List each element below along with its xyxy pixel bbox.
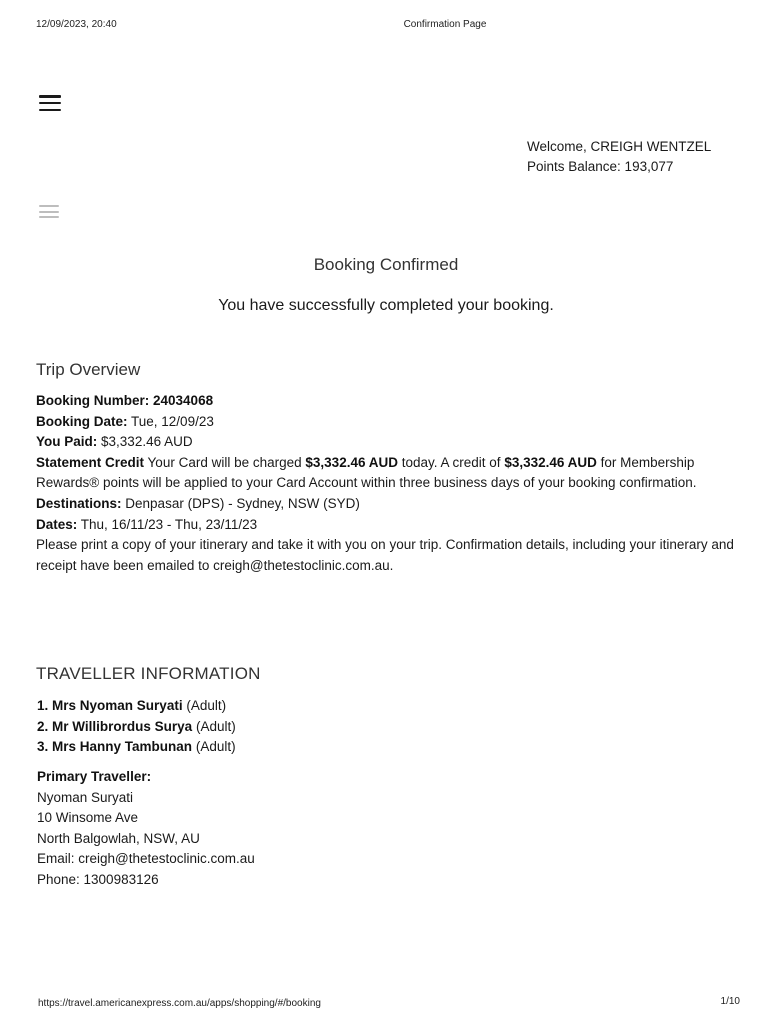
traveller-name: Mrs Hanny Tambunan	[52, 739, 193, 755]
booking-number-row	[36, 391, 736, 412]
statement-credit-text-2: today. A credit of	[401, 454, 501, 470]
you-paid-row	[36, 432, 736, 453]
traveller-number: 2.	[37, 718, 49, 734]
address-line-2: North Balgowlah, NSW, AU	[37, 830, 200, 846]
traveller-name: Mrs Nyoman Suryati	[52, 698, 183, 713]
booking-date-row	[36, 412, 736, 433]
traveller-name: Mr Willibrordus Surya	[52, 718, 193, 734]
statement-credit-amount-1: $3,332.46 AUD	[305, 454, 398, 470]
traveller-information-title: TRAVELLER INFORMATION	[36, 664, 261, 683]
address-line-1: 10 Winsome Ave	[37, 810, 139, 826]
welcome-panel	[527, 137, 711, 177]
dates-row	[36, 515, 736, 536]
primary-traveller-name: Nyoman Suryati	[37, 789, 134, 805]
list-item	[37, 717, 637, 738]
dates-label: Dates:	[36, 516, 78, 532]
print-itinerary-note: Please print a copy of your itinerary and take it with you on your trip. Confirmation details, including your itinerary and receipt have been emailed to creigh@thetestoclinic.com.au.	[36, 537, 734, 573]
traveller-type: (Adult)	[195, 718, 236, 734]
trip-overview-details	[36, 391, 736, 576]
destinations-value: Denpasar (DPS) - Sydney, NSW (SYD)	[125, 495, 360, 511]
primary-traveller-details	[37, 767, 637, 891]
booking-confirmed-heading: Booking Confirmed	[313, 255, 459, 274]
booking-success-message: You have successfully completed your booking.	[218, 297, 554, 314]
booking-number-label: Booking Number:	[36, 393, 150, 408]
dates-value: Thu, 16/11/23 - Thu, 23/11/23	[80, 516, 258, 532]
booking-date-label: Booking Date:	[36, 413, 128, 429]
traveller-number: 3.	[37, 739, 49, 755]
list-item	[37, 737, 637, 758]
traveller-type: (Adult)	[195, 739, 236, 755]
welcome-text: Welcome, CREIGH WENTZEL	[527, 139, 712, 154]
primary-traveller-email: Email: creigh@thetestoclinic.com.au	[37, 851, 255, 867]
statement-credit-text-1: Your Card will be charged	[147, 454, 302, 470]
traveller-type: (Adult)	[186, 698, 227, 713]
booking-date-value: Tue, 12/09/23	[131, 413, 214, 429]
booking-number-value: 24034068	[153, 393, 214, 408]
list-item	[37, 696, 637, 717]
primary-traveller-label: Primary Traveller:	[37, 769, 152, 784]
print-url: https://travel.americanexpress.com.au/apps/shopping/#/booking	[38, 998, 321, 1009]
traveller-number: 1.	[37, 698, 49, 713]
statement-credit-text-3: for Membership Rewards® points will be applied to your Card Account within three business days of your booking confirmation.	[36, 454, 697, 491]
secondary-menu-icon[interactable]	[39, 205, 59, 218]
you-paid-value: $3,332.46 AUD	[101, 434, 193, 450]
print-page-title: Confirmation Page	[403, 19, 487, 30]
primary-traveller-phone: Phone: 1300983126	[37, 871, 159, 887]
print-datetime: 12/09/2023, 20:40	[36, 19, 117, 30]
destinations-row	[36, 494, 736, 515]
destinations-label: Destinations:	[36, 495, 122, 511]
print-page-number: 1/10	[720, 996, 740, 1007]
you-paid-label: You Paid:	[36, 434, 98, 450]
statement-credit-label: Statement Credit	[36, 454, 145, 470]
points-balance: Points Balance: 193,077	[527, 159, 674, 174]
traveller-list	[37, 696, 637, 758]
trip-overview-title: Trip Overview	[36, 360, 141, 379]
statement-credit-row	[36, 453, 736, 494]
statement-credit-amount-2: $3,332.46 AUD	[504, 454, 597, 470]
hamburger-menu-icon[interactable]	[39, 95, 61, 111]
